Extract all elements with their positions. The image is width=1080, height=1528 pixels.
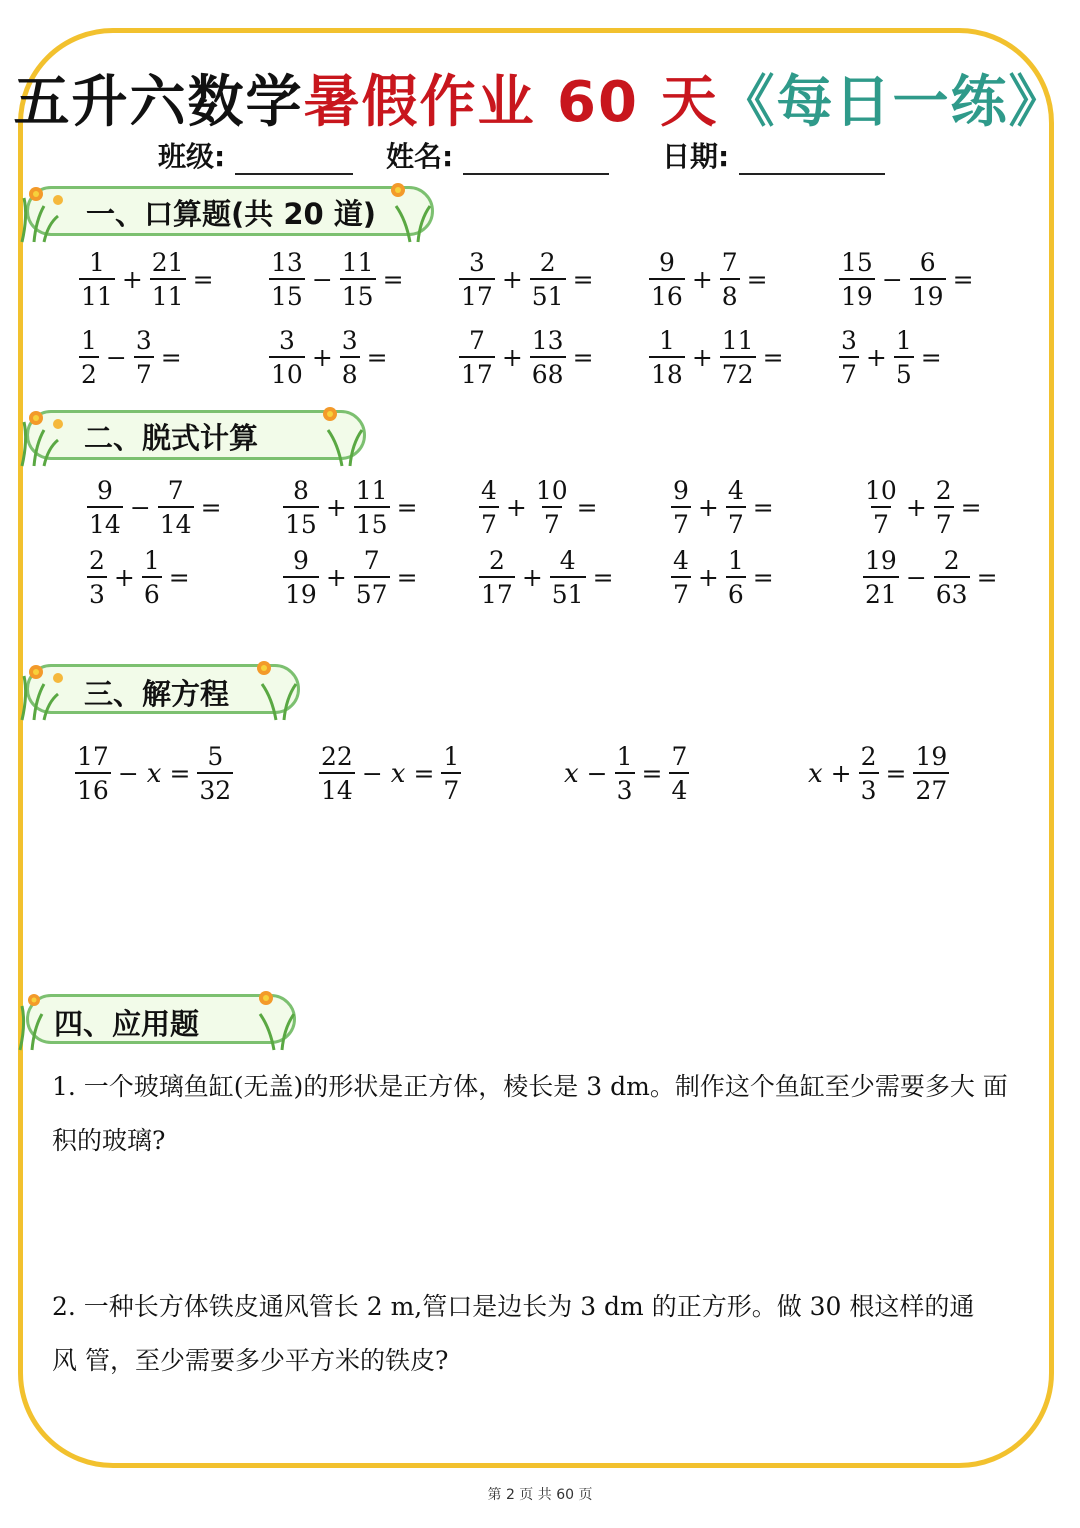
denominator: 6 <box>142 576 162 607</box>
equals-sign: = <box>762 343 784 372</box>
operator: + <box>505 493 527 522</box>
fraction <box>550 548 586 607</box>
equals-sign: = <box>396 493 418 522</box>
numerator: 5 <box>207 742 224 771</box>
numerator: 9 <box>658 248 675 277</box>
equation <box>72 744 236 803</box>
fraction <box>530 328 566 387</box>
fraction <box>910 250 946 309</box>
operator: − <box>586 759 608 788</box>
fraction <box>134 328 154 387</box>
fraction <box>283 478 319 537</box>
flower-grass-icon <box>312 400 374 468</box>
page-title <box>0 58 1080 138</box>
denominator: 4 <box>669 772 689 803</box>
section-title-3: 三、解方程 <box>84 677 230 711</box>
variable: x <box>564 758 579 789</box>
denominator: 17 <box>479 576 515 607</box>
numerator: 2 <box>488 546 505 575</box>
numerator: 3 <box>468 248 485 277</box>
operator: − <box>117 759 139 788</box>
equals-sign: = <box>169 759 191 788</box>
expression <box>646 250 772 309</box>
equals-sign: = <box>572 343 594 372</box>
numerator: 3 <box>841 326 857 355</box>
denominator: 7 <box>871 506 891 537</box>
class-label: 班级: <box>158 140 226 173</box>
problem-1-line-1: 1. 一个玻璃鱼缸(无盖)的形状是正方体，棱长是 3 dm。制作这个鱼缸至少需要多大 面 <box>52 1072 1008 1101</box>
denominator: 14 <box>158 506 194 537</box>
denominator: 16 <box>649 278 685 309</box>
denominator: 2 <box>79 356 99 387</box>
name-label: 姓名: <box>386 140 454 173</box>
numerator: 2 <box>935 476 952 505</box>
denominator: 16 <box>75 772 111 803</box>
equals-sign: = <box>396 563 418 592</box>
numerator: 7 <box>721 248 738 277</box>
denominator: 72 <box>720 356 756 387</box>
denominator: 11 <box>150 278 186 309</box>
denominator: 15 <box>283 506 319 537</box>
fraction <box>859 744 879 803</box>
denominator: 6 <box>726 576 746 607</box>
fraction <box>839 328 859 387</box>
equals-sign: = <box>576 493 598 522</box>
expression <box>476 478 602 537</box>
operator: + <box>697 563 719 592</box>
denominator: 51 <box>530 278 566 309</box>
fraction <box>87 478 123 537</box>
expression <box>860 478 986 537</box>
equals-sign: = <box>752 493 774 522</box>
operator: − <box>905 563 927 592</box>
denominator: 7 <box>542 506 562 537</box>
equals-sign: = <box>200 493 222 522</box>
fraction <box>354 548 390 607</box>
denominator: 8 <box>340 356 360 387</box>
numerator: 10 <box>535 476 568 505</box>
fraction <box>79 250 115 309</box>
expression <box>266 250 408 309</box>
denominator: 14 <box>319 772 355 803</box>
numerator: 13 <box>271 248 303 277</box>
page-footer: 第 2 页 共 60 页 <box>487 1487 593 1503</box>
fraction <box>530 250 566 309</box>
numerator: 19 <box>915 742 948 771</box>
operator: + <box>325 563 347 592</box>
denominator: 7 <box>726 506 746 537</box>
flower-grass-icon <box>14 176 84 244</box>
numerator: 11 <box>341 248 374 277</box>
numerator: 22 <box>321 742 353 771</box>
expression <box>84 478 226 537</box>
numerator: 1 <box>443 742 460 771</box>
denominator: 7 <box>441 772 461 803</box>
expression <box>668 548 778 607</box>
numerator: 1 <box>727 546 744 575</box>
denominator: 8 <box>720 278 740 309</box>
fraction <box>479 548 515 607</box>
denominator: 15 <box>340 278 376 309</box>
fraction <box>534 478 570 537</box>
equation <box>316 744 464 803</box>
denominator: 27 <box>913 772 949 803</box>
operator: + <box>691 265 713 294</box>
numerator: 1 <box>143 546 160 575</box>
denominator: 57 <box>354 576 390 607</box>
equals-sign: = <box>920 343 942 372</box>
variable: x <box>390 758 406 789</box>
numerator: 4 <box>727 476 744 505</box>
fraction <box>649 250 685 309</box>
operator: + <box>697 493 719 522</box>
section-title-1: 一、口算题(共 20 道) <box>86 197 377 231</box>
numerator: 4 <box>673 546 689 575</box>
numerator: 1 <box>88 248 105 277</box>
title-part-daily: 《每日一练》 <box>718 70 1067 135</box>
numerator: 7 <box>671 742 688 771</box>
fraction <box>87 548 107 607</box>
equals-sign: = <box>746 265 768 294</box>
denominator: 11 <box>79 278 115 309</box>
expression <box>76 328 186 387</box>
denominator: 3 <box>87 576 107 607</box>
numerator: 2 <box>539 248 556 277</box>
date-label: 日期: <box>662 140 730 173</box>
numerator: 9 <box>96 476 113 505</box>
fraction <box>863 478 899 537</box>
expression <box>280 548 422 607</box>
numerator: 2 <box>89 546 105 575</box>
operator: + <box>691 343 713 372</box>
equals-sign: = <box>572 265 594 294</box>
fraction <box>913 744 949 803</box>
fraction <box>75 744 111 803</box>
denominator: 3 <box>859 772 879 803</box>
numerator: 7 <box>167 476 184 505</box>
fraction <box>839 250 875 309</box>
expression <box>836 250 978 309</box>
equals-sign: = <box>592 563 614 592</box>
expression <box>646 328 788 387</box>
expression <box>76 250 218 309</box>
flower-grass-icon <box>246 654 308 722</box>
fraction <box>726 548 746 607</box>
expression <box>668 478 778 537</box>
denominator: 10 <box>269 356 305 387</box>
numerator: 13 <box>531 326 564 355</box>
fraction <box>158 478 194 537</box>
numerator: 9 <box>292 546 309 575</box>
flower-grass-icon <box>14 654 84 722</box>
numerator: 11 <box>355 476 388 505</box>
fraction <box>479 478 499 537</box>
denominator: 15 <box>269 278 305 309</box>
numerator: 3 <box>278 326 295 355</box>
fraction <box>269 250 305 309</box>
operator: + <box>121 265 143 294</box>
fraction <box>720 328 756 387</box>
operator: − <box>129 493 151 522</box>
fraction <box>863 548 899 607</box>
numerator: 11 <box>721 326 754 355</box>
numerator: 8 <box>292 476 309 505</box>
title-part-grade: 五升六数学 <box>13 70 304 135</box>
flower-grass-icon <box>14 400 84 468</box>
denominator: 7 <box>934 506 954 537</box>
title-part-homework: 暑假作业 60 天 <box>303 70 719 135</box>
variable: x <box>808 758 823 789</box>
expression <box>266 328 392 387</box>
fraction <box>671 548 691 607</box>
denominator: 21 <box>863 576 899 607</box>
fraction <box>459 328 495 387</box>
operator: + <box>521 563 543 592</box>
numerator: 10 <box>865 476 897 505</box>
equals-sign: = <box>952 265 974 294</box>
numerator: 1 <box>658 326 675 355</box>
equals-sign: = <box>168 563 190 592</box>
class-blank[interactable] <box>235 143 353 175</box>
numerator: 19 <box>865 546 897 575</box>
numerator: 1 <box>895 326 912 355</box>
denominator: 18 <box>649 356 685 387</box>
denominator: 7 <box>671 576 691 607</box>
word-problem-2 <box>52 1280 1037 1388</box>
equals-sign: = <box>366 343 388 372</box>
operator: + <box>325 493 347 522</box>
operator: + <box>501 265 523 294</box>
fraction <box>319 744 355 803</box>
denominator: 7 <box>479 506 499 537</box>
denominator: 7 <box>839 356 859 387</box>
denominator: 3 <box>615 772 635 803</box>
numerator: 6 <box>919 248 936 277</box>
denominator: 17 <box>459 356 495 387</box>
equals-sign: = <box>641 759 663 788</box>
denominator: 14 <box>87 506 123 537</box>
numerator: 7 <box>468 326 485 355</box>
denominator: 32 <box>197 772 233 803</box>
expression <box>456 328 598 387</box>
fraction <box>197 744 233 803</box>
expression <box>84 548 194 607</box>
operator: + <box>113 563 135 592</box>
operator: + <box>501 343 523 372</box>
expression <box>456 250 598 309</box>
expression <box>860 548 1002 607</box>
fraction <box>649 328 685 387</box>
denominator: 15 <box>354 506 390 537</box>
flower-grass-icon <box>244 984 304 1052</box>
equals-sign: = <box>382 265 404 294</box>
operator: − <box>105 343 127 372</box>
denominator: 19 <box>839 278 875 309</box>
denominator: 63 <box>934 576 970 607</box>
denominator: 17 <box>459 278 495 309</box>
expression <box>836 328 946 387</box>
fraction <box>934 478 954 537</box>
date-blank[interactable] <box>739 143 885 175</box>
equals-sign: = <box>752 563 774 592</box>
fraction <box>459 250 495 309</box>
equation <box>804 744 952 803</box>
operator: + <box>830 759 852 788</box>
equals-sign: = <box>885 759 907 788</box>
denominator: 51 <box>550 576 586 607</box>
class-field <box>158 135 353 175</box>
denominator: 19 <box>910 278 946 309</box>
operator: + <box>311 343 333 372</box>
equals-sign: = <box>413 759 435 788</box>
fraction <box>671 478 691 537</box>
numerator: 3 <box>341 326 358 355</box>
variable: x <box>146 758 162 789</box>
word-problem-1 <box>52 1060 1037 1168</box>
fraction <box>934 548 970 607</box>
fraction <box>150 250 186 309</box>
section-title-2: 二、脱式计算 <box>84 421 259 455</box>
denominator: 68 <box>530 356 566 387</box>
problem-2-line-2: 风 管，至少需要多少平方米的铁皮? <box>52 1346 449 1375</box>
fraction <box>669 744 689 803</box>
numerator: 7 <box>363 546 380 575</box>
numerator: 2 <box>943 546 960 575</box>
numerator: 15 <box>841 248 873 277</box>
name-field <box>386 135 609 175</box>
denominator: 7 <box>671 506 691 537</box>
equals-sign: = <box>192 265 214 294</box>
numerator: 9 <box>673 476 689 505</box>
section-title-4: 四、应用题 <box>54 1007 200 1041</box>
equals-sign: = <box>160 343 182 372</box>
problem-2-line-1: 2. 一种长方体铁皮通风管长 2 m,管口是边长为 3 dm 的正方形。做 30 根这样的通 <box>52 1292 975 1321</box>
operator: − <box>881 265 903 294</box>
numerator: 1 <box>81 326 97 355</box>
expression <box>476 548 618 607</box>
expression <box>280 478 422 537</box>
fraction <box>615 744 635 803</box>
fraction <box>283 548 319 607</box>
fraction <box>441 744 461 803</box>
numerator: 1 <box>616 742 633 771</box>
denominator: 19 <box>283 576 319 607</box>
operator: + <box>865 343 887 372</box>
operator: − <box>361 759 383 788</box>
fraction <box>79 328 99 387</box>
equals-sign: = <box>976 563 998 592</box>
operator: − <box>311 265 333 294</box>
operator: + <box>905 493 927 522</box>
denominator: 7 <box>134 356 154 387</box>
numerator: 17 <box>77 742 109 771</box>
equation <box>560 744 692 803</box>
numerator: 3 <box>135 326 152 355</box>
fraction <box>340 328 360 387</box>
numerator: 4 <box>559 546 576 575</box>
date-field <box>662 135 885 175</box>
name-blank[interactable] <box>463 143 609 175</box>
flower-grass-icon <box>380 176 442 244</box>
equals-sign: = <box>960 493 982 522</box>
problem-1-line-2: 积的玻璃? <box>52 1126 166 1155</box>
fraction <box>726 478 746 537</box>
fraction <box>354 478 390 537</box>
numerator: 4 <box>481 476 497 505</box>
numerator: 2 <box>860 742 877 771</box>
numerator: 21 <box>151 248 184 277</box>
fraction <box>142 548 162 607</box>
denominator: 5 <box>894 356 914 387</box>
fraction <box>894 328 914 387</box>
fraction <box>720 250 740 309</box>
fraction <box>269 328 305 387</box>
fraction <box>340 250 376 309</box>
